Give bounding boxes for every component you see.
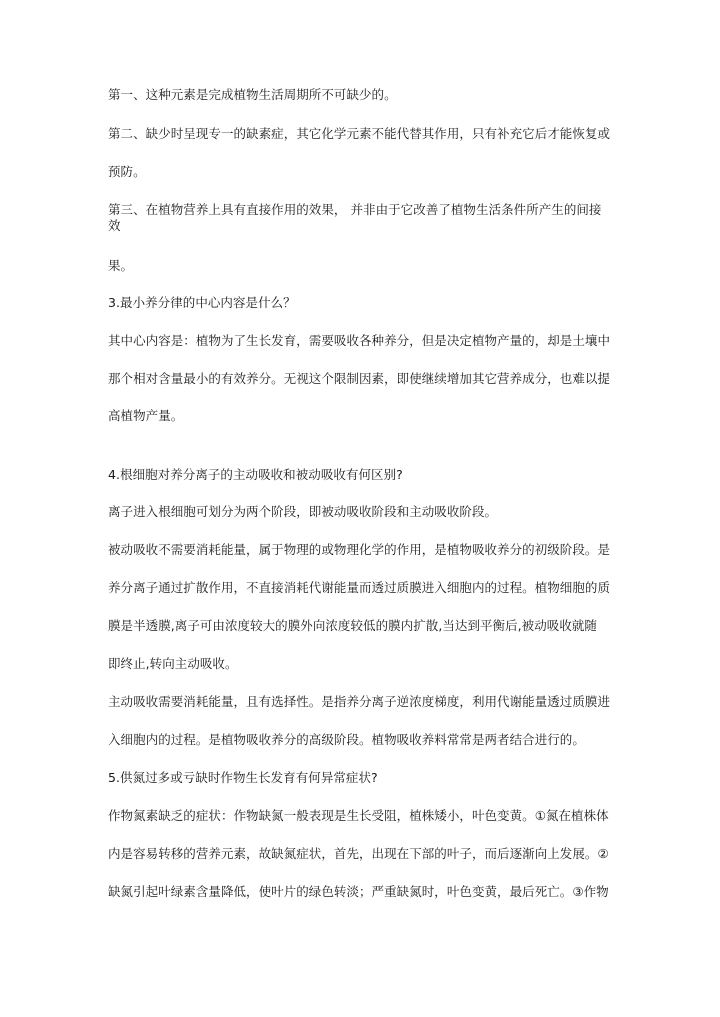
paragraph-line: 第一、这种元素是完成植物生活周期所不可缺少的。	[108, 87, 397, 102]
paragraph-line: 离子进入根细胞可划分为两个阶段，即被动吸收阶段和主动吸收阶段。	[108, 504, 498, 519]
paragraph-line: 那个相对含量最小的有效养分。无视这个限制因素，即使继续增加其它营养成分，也难以提	[108, 371, 611, 386]
paragraph-line: 主动吸收需要消耗能量，且有选择性。是指养分离子逆浓度梯度，利用代谢能量透过质膜进	[108, 694, 611, 709]
question-heading: 4.根细胞对养分离子的主动吸收和被动吸收有何区别?	[108, 467, 403, 482]
paragraph-line: 果。	[108, 258, 134, 273]
paragraph-line: 高植物产量。	[108, 408, 184, 423]
paragraph-line: 其中心内容是：植物为了生长发育，需要吸收各种养分，但是决定植物产量的，却是土壤中	[108, 333, 611, 348]
question-heading: 3.最小养分律的中心内容是什么？	[108, 295, 296, 310]
paragraph-line: 膜是半透膜,离子可由浓度较大的膜外向浓度较低的膜内扩散,当达到平衡后,被动吸收就随	[108, 618, 597, 633]
paragraph-line: 第三、在植物营养上具有直接作用的效果， 并非由于它改善了植物生活条件所产生的间接	[108, 202, 602, 217]
paragraph-line: 预防。	[108, 164, 146, 179]
paragraph-line: 被动吸收不需要消耗能量，属于物理的或物理化学的作用，是植物吸收养分的初级阶段。是	[108, 542, 611, 557]
paragraph-line: 作物氮素缺乏的症状：作物缺氮一般表现是生长受阻，植株矮小，叶色变黄。①氮在植株体	[108, 808, 609, 823]
paragraph-line: 缺氮引起叶绿素含量降低，使叶片的绿色转淡；严重缺氮时，叶色变黄，最后死亡。③作物	[108, 884, 609, 899]
paragraph-line: 入细胞内的过程。是植物吸收养分的高级阶段。植物吸收养料常常是两者结合进行的。	[108, 732, 585, 747]
paragraph-line: 内是容易转移的营养元素，故缺氮症状，首先，出现在下部的叶子，而后逐渐向上发展。②	[108, 846, 609, 861]
paragraph-line: 即终止,转向主动吸收。	[108, 656, 238, 671]
question-heading: 5.供氮过多或亏缺时作物生长发育有何异常症状?	[108, 770, 378, 785]
paragraph-line: 效	[108, 218, 121, 233]
paragraph-line: 养分离子通过扩散作用，不直接消耗代谢能量而透过质膜进入细胞内的过程。植物细胞的质	[108, 580, 611, 595]
paragraph-line: 第二、缺少时呈现专一的缺素症，其它化学元素不能代替其作用，只有补充它后才能恢复或	[108, 126, 611, 141]
